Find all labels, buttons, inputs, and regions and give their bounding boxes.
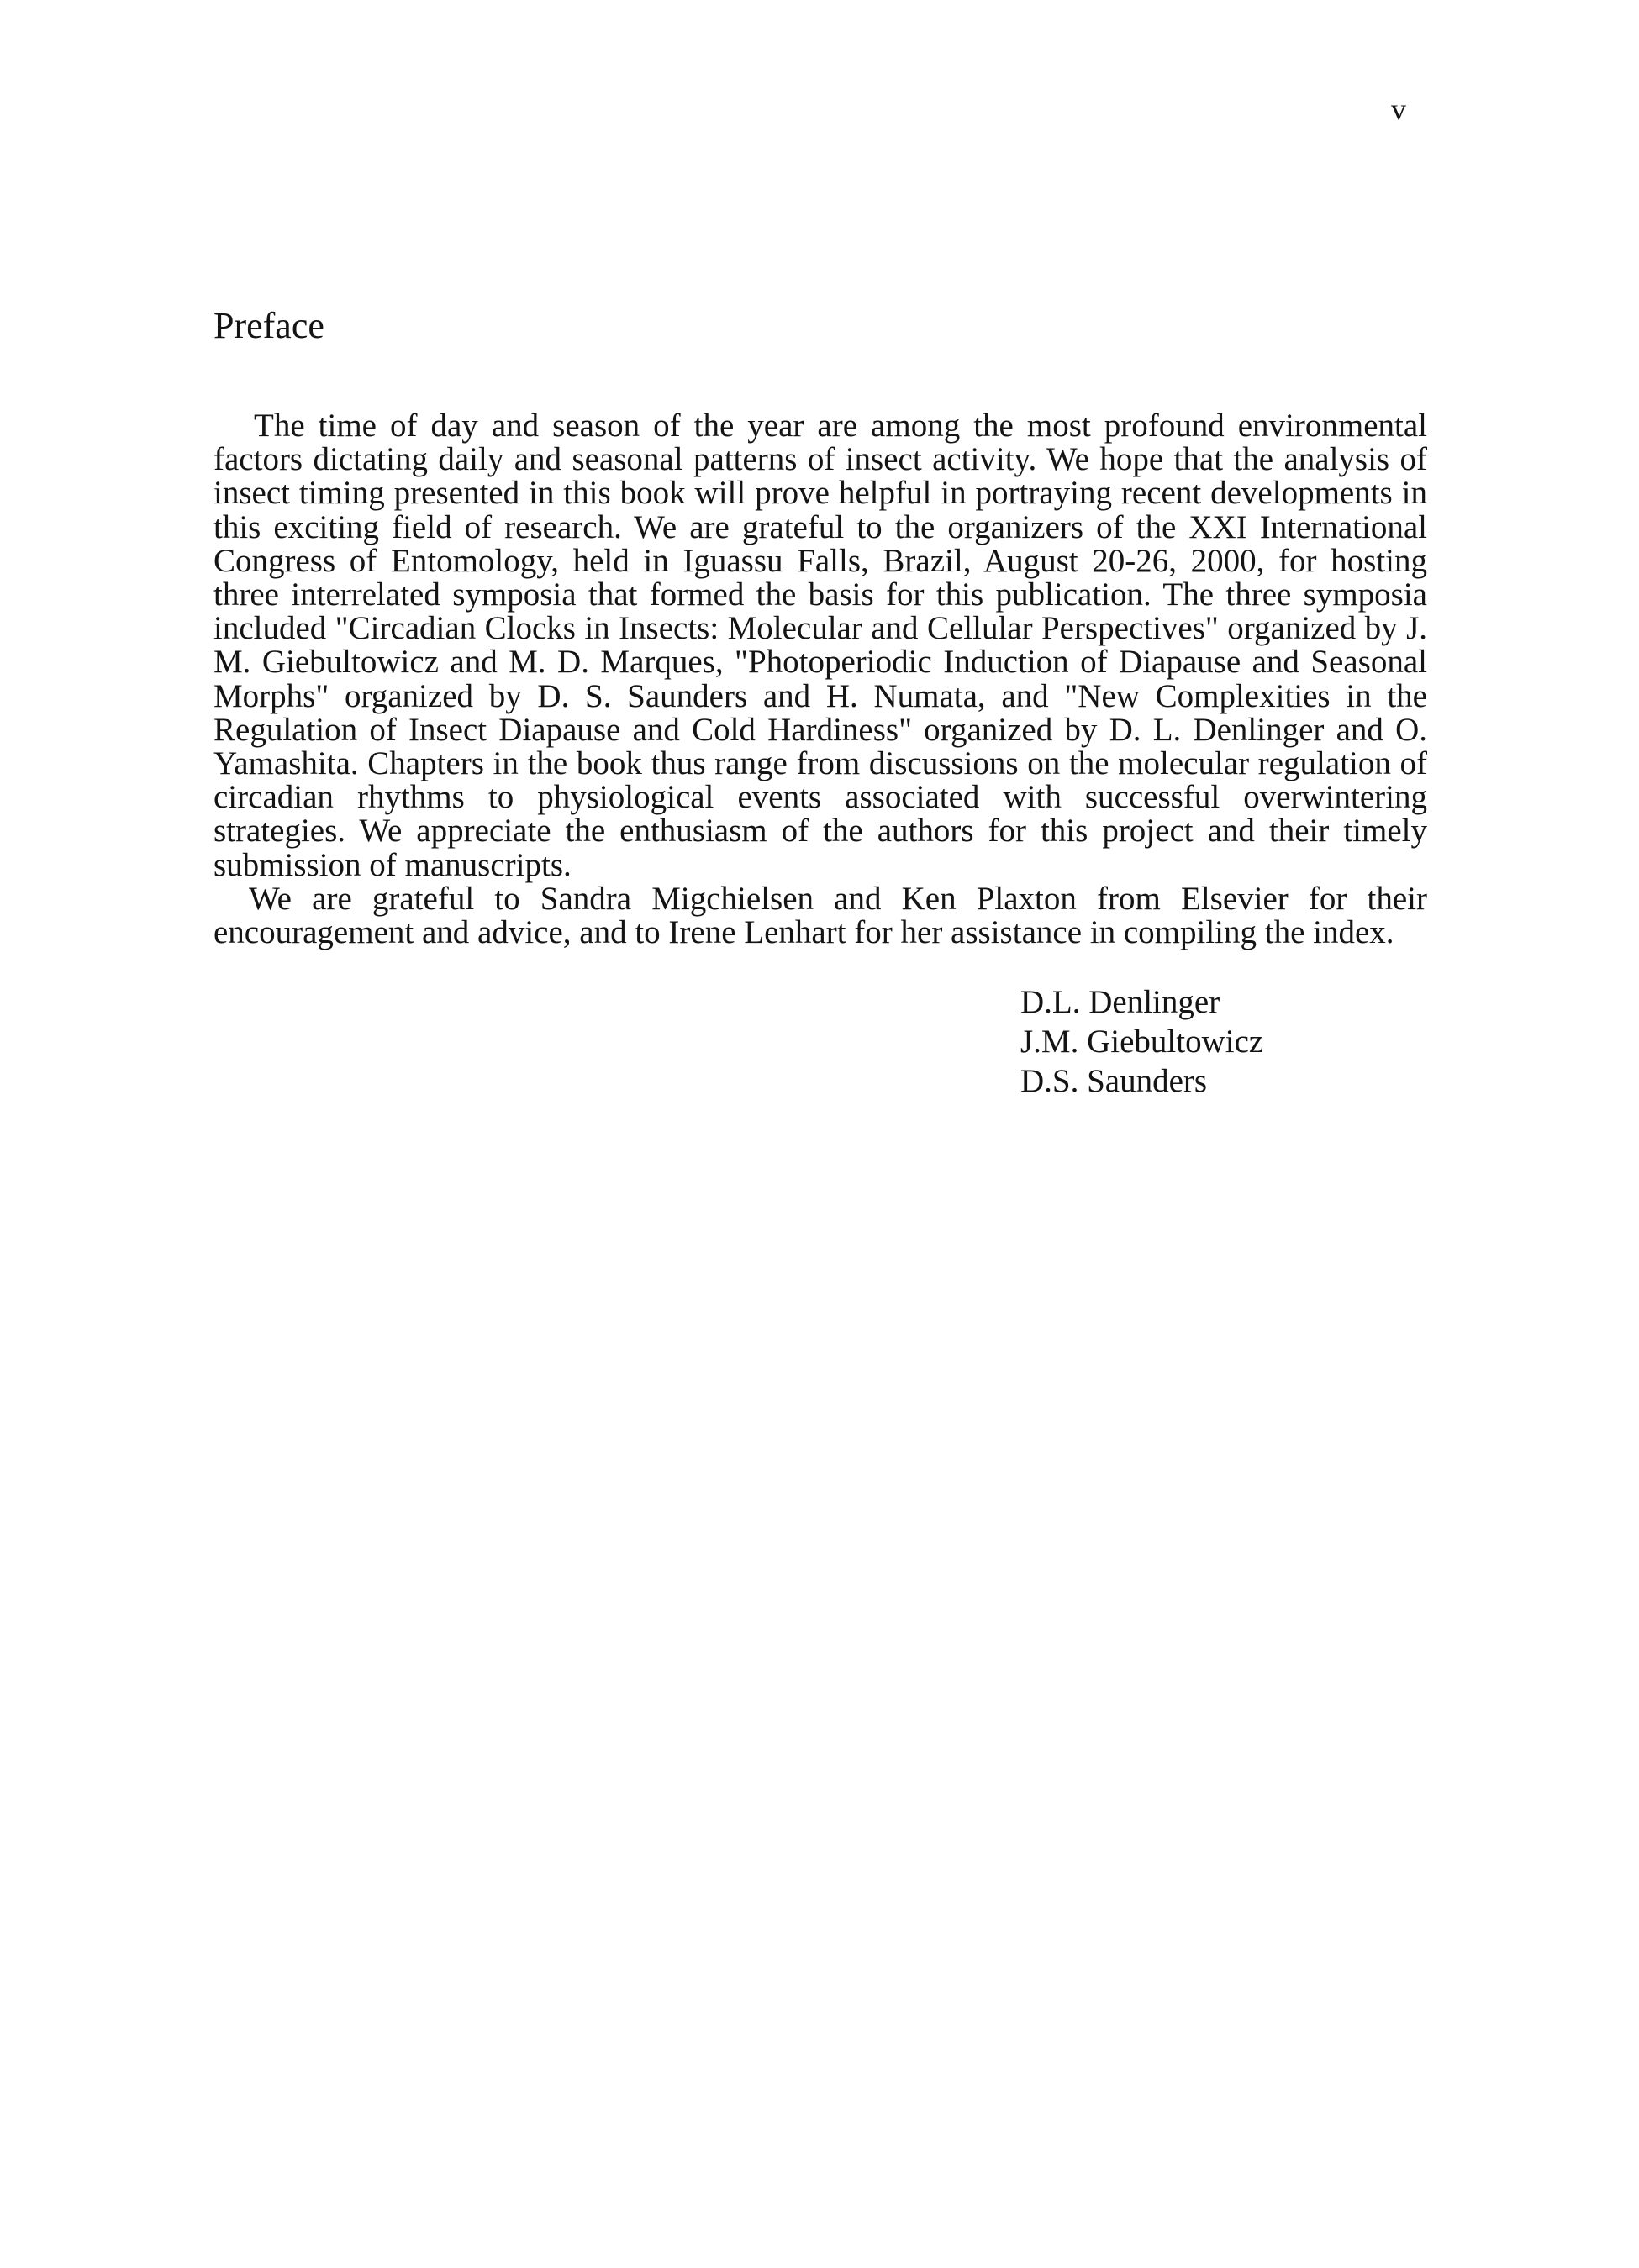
- page-number: v: [1391, 92, 1406, 126]
- body-paragraph: We are grateful to Sandra Migchielsen and Ken Plaxton from Elsevier for their encouragement and advice, and to Irene Lenhart for her assistance in compiling the index.: [213, 880, 1427, 951]
- signature-block: [1020, 982, 1263, 1101]
- signature-name: D.S. Saunders: [1020, 1063, 1208, 1099]
- page-title: Preface: [213, 305, 324, 346]
- body-paragraph: The time of day and season of the year are among the most profound environmental factors dictating daily and seasonal patterns of insect activity. We hope that the analysis of insect timing presented in this book will prove helpful in portraying recent developments in this exciting field of research. We are grateful to the organizers of the XXI International Congress of Entomology, held in Iguassu Falls, Brazil, August 20-26, 2000, for hosting three interrelated symposia that formed the basis for this publication. The three symposia included "Circadian Clocks in Insects: Molecular and Cellular Perspectives" organized by J. M. Giebultowicz and M. D. Marques, "Photoperiodic Induction of Diapause and Seasonal Morphs" organized by D. S. Saunders and H. Numata, and "New Complexities in the Regulation of Insect Diapause and Cold Hardiness" organized by D. L. Denlinger and O. Yamashita. Chapters in the book thus range from discussions on the molecular regulation of circadian rhythms to physiological events associated with successful overwintering strategies. We appreciate the enthusiasm of the authors for this project and their timely submission of manuscripts.: [213, 408, 1427, 883]
- signature-name: D.L. Denlinger: [1020, 984, 1220, 1020]
- signature-name: J.M. Giebultowicz: [1020, 1023, 1264, 1060]
- preface-body: [213, 409, 1427, 950]
